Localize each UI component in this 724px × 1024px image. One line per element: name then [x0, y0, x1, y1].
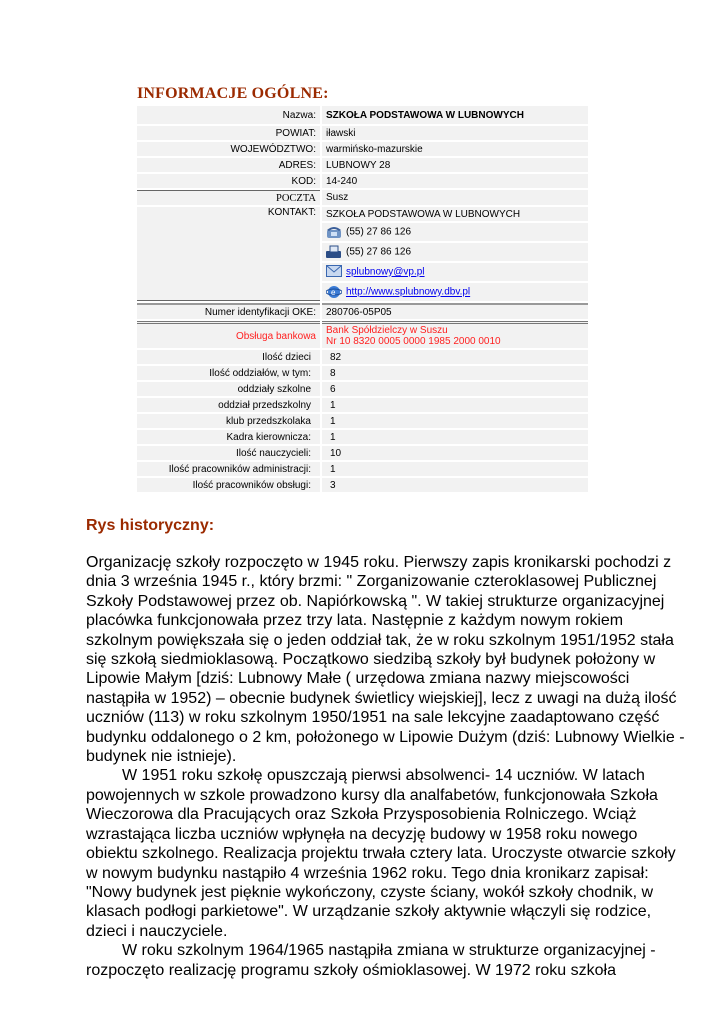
section-heading-history: Rys historyczny: — [86, 517, 215, 534]
stat-row — [137, 414, 588, 428]
bank-account: Nr 10 8320 0005 0000 1985 2000 0010 — [326, 336, 501, 347]
fax-icon — [326, 245, 342, 259]
text-line: wzrastająca liczba uczniów wpłynęła na decyzję budowy w 1958 roku nowego — [86, 825, 638, 843]
value: Susz — [322, 190, 588, 205]
label: POCZTA — [137, 190, 320, 205]
stat-value: 1 — [322, 414, 588, 428]
value: SZKOŁA PODSTAWOWA W LUBNOWYCH — [322, 106, 588, 124]
website-link[interactable]: http://www.splubnowy.dbv.pl — [346, 286, 471, 298]
stat-label: klub przedszkolaka — [137, 414, 320, 428]
general-info-table — [135, 104, 590, 494]
phone-number: (55) 27 86 126 — [346, 226, 412, 238]
value: LUBNOWY 28 — [322, 158, 588, 172]
stat-row — [137, 382, 588, 396]
label: KONTAKT: — [137, 207, 320, 301]
label: POWIAT: — [137, 126, 320, 140]
value: 280706-05P05 — [322, 303, 588, 319]
stat-row — [137, 478, 588, 492]
stat-value: 8 — [322, 366, 588, 380]
text-line: uczniów (113) w roku szkolnym 1950/1951 na sale lekcyjne zaadaptowano część — [86, 709, 660, 727]
label: Obsługa bankowa — [137, 321, 320, 348]
text-line: placówka funkcjonowała przez trzy lata. Następnie z każdym nowym rokiem — [86, 612, 624, 630]
stat-row — [137, 462, 588, 476]
text-line: rozpoczęto realizację programu szkoły ośmioklasowej. W 1972 roku szkoła — [86, 961, 616, 979]
stat-value: 82 — [322, 350, 588, 364]
stat-label: Ilość oddziałów, w tym: — [137, 366, 320, 380]
stat-row — [137, 366, 588, 380]
stat-value: 1 — [322, 430, 588, 444]
label: Numer identyfikacji OKE: — [137, 303, 320, 319]
text-line: W 1951 roku szkołę opuszczają pierwsi absolwenci- 14 uczniów. W latach — [122, 767, 645, 785]
value: SZKOŁA PODSTAWOWA W LUBNOWYCH — [322, 207, 588, 221]
stat-value: 6 — [322, 382, 588, 396]
telephone-icon — [326, 225, 342, 239]
history-text — [86, 553, 685, 980]
label: Nazwa: — [137, 106, 320, 124]
stat-label: Ilość pracowników administracji: — [137, 462, 320, 476]
label: KOD: — [137, 174, 320, 188]
text-line: Szkoły Podstawowej przez ob. Napiórkowską ". W takiej strukturze organizacyjnej — [86, 592, 665, 610]
stat-label: oddziały szkolne — [137, 382, 320, 396]
label: WOJEWÓDZTWO: — [137, 142, 320, 156]
text-line: Organizację szkoły rozpoczęto w 1945 roku. Pierwszy zapis kronikarski pochodzi z — [86, 554, 672, 571]
text-line: obiektu szkolnego. Realizacja projektu trwała cztery lata. Uroczyste otwarcie szkoły — [86, 845, 676, 863]
text-line: Wieczorowa dla Pracujących oraz Szkoła Przysposobienia Rolniczego. Wciąż — [86, 806, 637, 824]
row-wojewodztwo — [137, 142, 588, 156]
row-adres — [137, 158, 588, 172]
text-line: Lipowie Małym [dziś: Lubnowy Małe ( urzędowa zmiana nazwy miejscowości — [86, 670, 630, 688]
text-line: dzieci i nauczyciele. — [86, 922, 228, 940]
row-kod — [137, 174, 588, 188]
stat-value: 3 — [322, 478, 588, 492]
row-poczta — [137, 190, 588, 205]
value: warmińsko-mazurskie — [322, 142, 588, 156]
section-heading-general-info: INFORMACJE OGÓLNE: — [137, 85, 329, 102]
internet-explorer-icon — [326, 285, 342, 299]
text-line: budynek nie istnieje). — [86, 748, 237, 766]
text-line: w nowym budynku nastąpiło 4 września 1962 roku. Tego dnia kronikarz zapisał: — [86, 864, 649, 882]
stat-row — [137, 398, 588, 412]
stat-label: Ilość dzieci — [137, 350, 320, 364]
stat-value: 1 — [322, 398, 588, 412]
text-line: nastąpiła w 1952) – obecnie budynek świetlicy wiejskiej], lecz z uwagi na dużą ilość — [86, 689, 677, 707]
svg-text:e: e — [331, 288, 336, 297]
row-oke — [137, 303, 588, 319]
stat-row — [137, 350, 588, 364]
stat-row — [137, 430, 588, 444]
value: 14-240 — [322, 174, 588, 188]
row-bank — [137, 321, 588, 348]
row-nazwa — [137, 106, 588, 124]
stat-value: 1 — [322, 462, 588, 476]
text-line: się szkołą siedmioklasową. Początkowo siedzibą szkoły był budynek położony w — [86, 651, 656, 669]
label: ADRES: — [137, 158, 320, 172]
text-line: "Nowy budynek jest pięknie wykończony, czyste ściany, wokół szkoły chodnik, w — [86, 883, 654, 901]
stat-label: Kadra kierownicza: — [137, 430, 320, 444]
row-powiat — [137, 126, 588, 140]
text-line: W roku szkolnym 1964/1965 nastąpiła zmiana w strukturze organizacyjnej - — [122, 942, 656, 960]
stat-row — [137, 446, 588, 460]
envelope-icon — [326, 265, 342, 279]
text-line: powojennych w szkole prowadzono kursy dla analfabetów, funkcjonowała Szkoła — [86, 786, 658, 804]
fax-number: (55) 27 86 126 — [346, 246, 412, 258]
value: iławski — [322, 126, 588, 140]
stat-label: Ilość pracowników obsługi: — [137, 478, 320, 492]
email-link[interactable]: splubnowy@vp.pl — [346, 266, 425, 278]
stat-value: 10 — [322, 446, 588, 460]
text-line: budynku oddalonego o 2 km, położonego w Lipowie Dużym (dziś: Lubnowy Wielkie - — [86, 728, 685, 746]
text-line: szkolnym powiększała się o jeden oddział tak, że w roku szkolnym 1951/1952 stała — [86, 631, 674, 649]
bank-name: Bank Spółdzielczy w Suszu — [326, 325, 448, 336]
stat-label: oddział przedszkolny — [137, 398, 320, 412]
text-line: dnia 3 września 1945 r., który brzmi: " Zorganizowanie czteroklasowej Publicznej — [86, 573, 657, 591]
row-kontakt — [137, 207, 588, 221]
text-line: klasach podłogi parkietowe". W urządzanie szkoły aktywnie włączyli się rodzice, — [86, 903, 652, 921]
stat-label: Ilość nauczycieli: — [137, 446, 320, 460]
stats-rows — [137, 350, 588, 492]
